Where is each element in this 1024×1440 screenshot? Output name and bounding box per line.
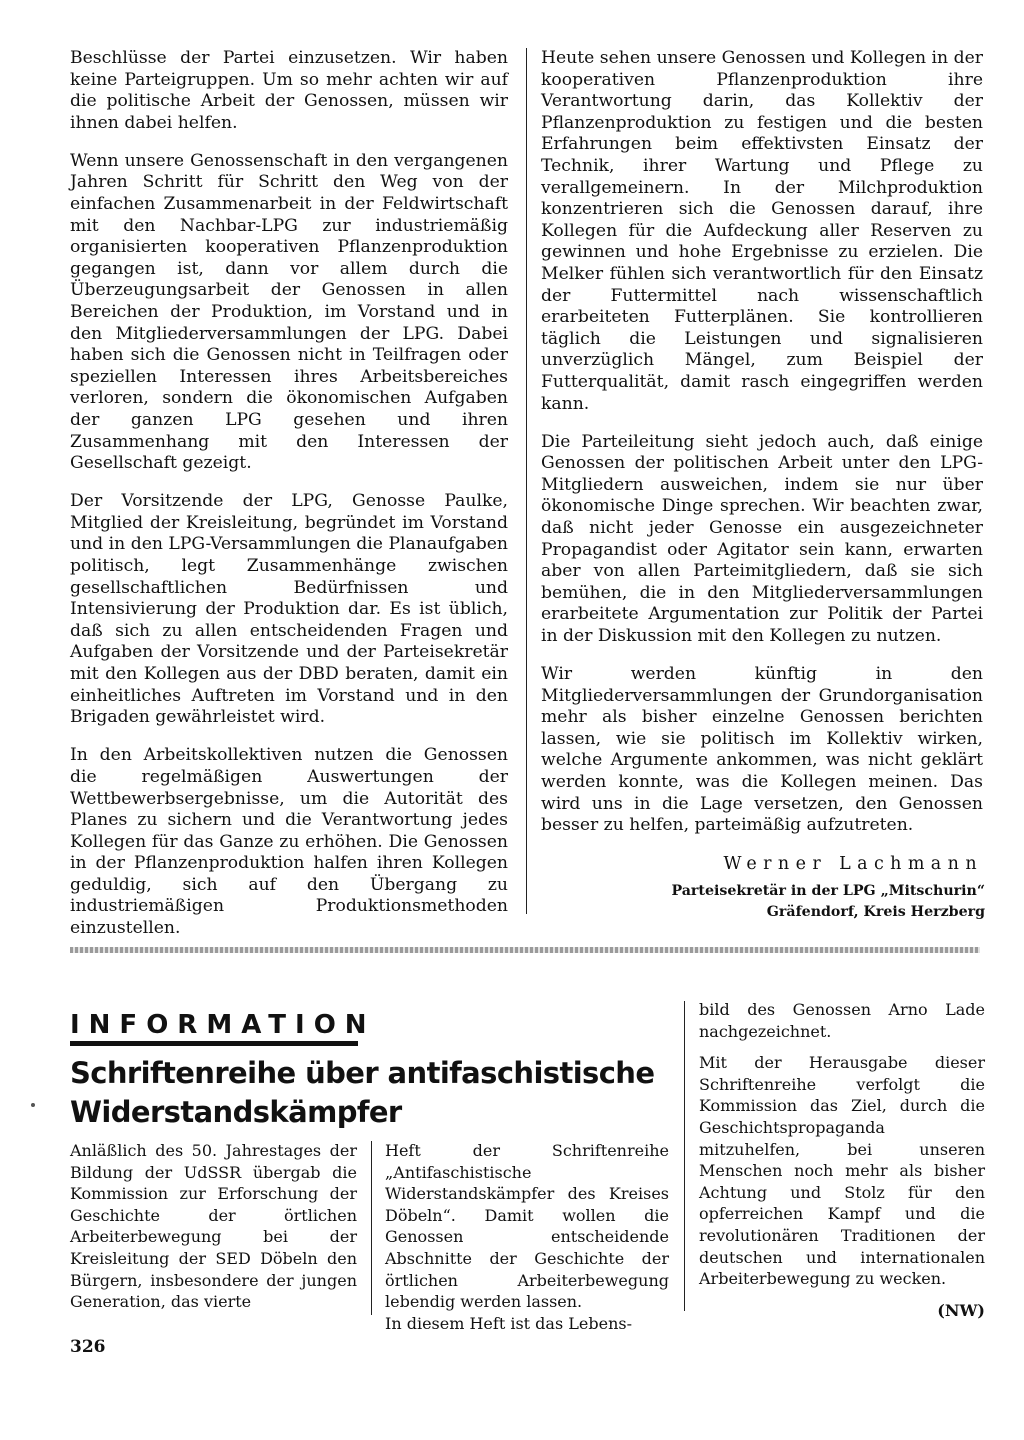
information-paragraph: Anläßlich des 50. Jahrestages der Bildung der UdSSR übergab die Kommission zur Erforschung der Geschichte der örtlichen Arbeiterbewegung bei der Kreisleitung der SED Döbeln den Bürgern, insbesondere der jungen Generation, das vierte	[70, 1141, 357, 1312]
article-left-column	[70, 48, 508, 956]
page-number: 326	[70, 1337, 106, 1357]
headline-line: Schriftenreihe über antifaschistische	[70, 1056, 655, 1090]
information-label: INFORMATION	[70, 1012, 358, 1046]
column-rule	[526, 48, 527, 914]
author-location-line: Gräfendorf, Kreis Herzberg	[766, 904, 985, 920]
information-column-3	[699, 999, 985, 1321]
author-role	[541, 881, 985, 923]
section-divider	[70, 947, 980, 953]
author-initials: (NW)	[937, 1300, 985, 1320]
information-headline	[70, 1054, 655, 1132]
information-column-1	[70, 1140, 357, 1323]
print-speck	[31, 1103, 35, 1107]
article-paragraph: Wir werden künftig in den Mitgliederversammlungen der Grundorganisation mehr als bisher einzelne Genossen berichten lassen, wie sie politisch im Kollektiv wirken, welche Argumente ankommen, was nicht geklärt werden konnte, was die Kollegen meinen. Das wird uns in die Lage versetzen, den Genossen besser zu helfen, parteimäßig aufzutreten.	[541, 664, 983, 836]
article-paragraph: Heute sehen unsere Genossen und Kollegen in der kooperativen Pflanzenproduktion ihre Verantwortung darin, das Kollektiv der Pflanzenproduktion zu festigen und die besten Erfahrungen beim effektivsten Einsatz der Technik, ihrer Wartung und Pflege zu verallgemeinern. In der Milchproduktion konzentrieren sich die Genossen darauf, ihre Kollegen für die Aufdeckung aller Reserven zu gewinnen und hohe Ergebnisse zu erzielen. Die Melker fühlen sich verantwortlich für den Einsatz der Futtermittel nach wissenschaftlich erarbeiteten Futterplänen. Sie kontrollieren täglich die Leistungen und signalisieren unverzüglich Mängel, zum Beispiel der Futterqualität, damit rasch eingegriffen werden kann.	[541, 48, 983, 414]
article-paragraph: Beschlüsse der Partei einzusetzen. Wir haben keine Parteigruppen. Um so mehr achten wir auf die politische Arbeit der Genossen, müssen wir ihnen dabei helfen.	[70, 48, 508, 133]
author-name: Werner Lachmann	[723, 854, 983, 874]
article-paragraph: Der Vorsitzende der LPG, Genosse Paulke, Mitglied der Kreisleitung, begründet im Vorstand und in den LPG-Versammlungen die Planaufgaben politisch, legt Zusammenhänge zwischen gesellschaftlichen Bedürfnissen und Intensivierung der Produktion dar. Es ist üblich, daß sich zu allen entscheidenden Fragen und Aufgaben der Vorsitzende und der Parteisekretär mit den Kollegen aus der DBD beraten, damit ein einheitliches Auftreten im Vorstand und in den Brigaden gewährleistet wird.	[70, 491, 508, 728]
column-rule	[684, 1001, 685, 1311]
headline-line: Widerstandskämpfer	[70, 1095, 402, 1129]
article-paragraph: In den Arbeitskollektiven nutzen die Genossen die regelmäßigen Auswertungen der Wettbewerbsergebnisse, um die Autorität des Planes zu sichern und die Verantwortung jedes Kollegen für das Ganze zu erhöhen. Die Genossen in der Pflanzenproduktion halfen ihren Kollegen geduldig, sich auf den Übergang zu industriemäßigen Produktionsmethoden einzustellen.	[70, 745, 508, 939]
information-paragraph: Heft der Schriftenreihe „Antifaschistische Widerstandskämpfer des Kreises Döbeln“. Damit wollen die Genossen entscheidende Abschnitte der Geschichte der örtlichen Arbeiterbewegung lebendig werden lassen.	[385, 1141, 669, 1312]
article-right-column	[541, 48, 983, 853]
information-paragraph: bild des Genossen Arno Lade nachgezeichnet.	[699, 1000, 985, 1041]
information-paragraph: In diesem Heft ist das Lebens-	[385, 1313, 632, 1333]
information-column-2	[385, 1140, 669, 1344]
column-rule	[371, 1141, 372, 1315]
article-paragraph: Wenn unsere Genossenschaft in den vergangenen Jahren Schritt für Schritt den Weg von der einfachen Zusammenarbeit in der Feldwirtschaft mit den Nachbar-LPG zur industriemäßig organisierten kooperativen Pflanzenproduktion gegangen ist, dann vor allem durch die Überzeugungsarbeit der Genossen in allen Bereichen der Produktion, im Vorstand und in den Mitgliederversammlungen der LPG. Dabei haben sich die Genossen nicht in Teilfragen oder speziellen Interessen ihres Arbeitsbereiches verloren, sondern die ökonomischen Aufgaben der ganzen LPG gesehen und ihren Zusammenhang mit den Interessen der Gesellschaft gezeigt.	[70, 150, 508, 474]
article-paragraph: Die Parteileitung sieht jedoch auch, daß einige Genossen der politischen Arbeit unter den LPG-Mitgliedern ausweichen, indem sie nur über ökonomische Dinge sprechen. Wir beachten zwar, daß nicht jeder Genosse ein ausgezeichneter Propagandist oder Agitator sein kann, erwarten aber von allen Parteimitgliedern, daß sie sich bemühen, die in den Mitgliederversammlungen erarbeitete Argumentation zur Politik der Partei in der Diskussion mit den Kollegen zu nutzen.	[541, 431, 983, 646]
information-paragraph: Mit der Herausgabe dieser Schriftenreihe verfolgt die Kommission das Ziel, durch die Geschichtspropaganda mitzuhelfen, bei unseren Menschen noch mehr als bisher Achtung und Stolz für den opferreichen Kampf und die revolutionären Traditionen der deutschen und internationalen Arbeiterbewegung zu wecken.	[699, 1053, 985, 1289]
author-role-line: Parteisekretär in der LPG „Mitschurin“	[671, 883, 985, 899]
